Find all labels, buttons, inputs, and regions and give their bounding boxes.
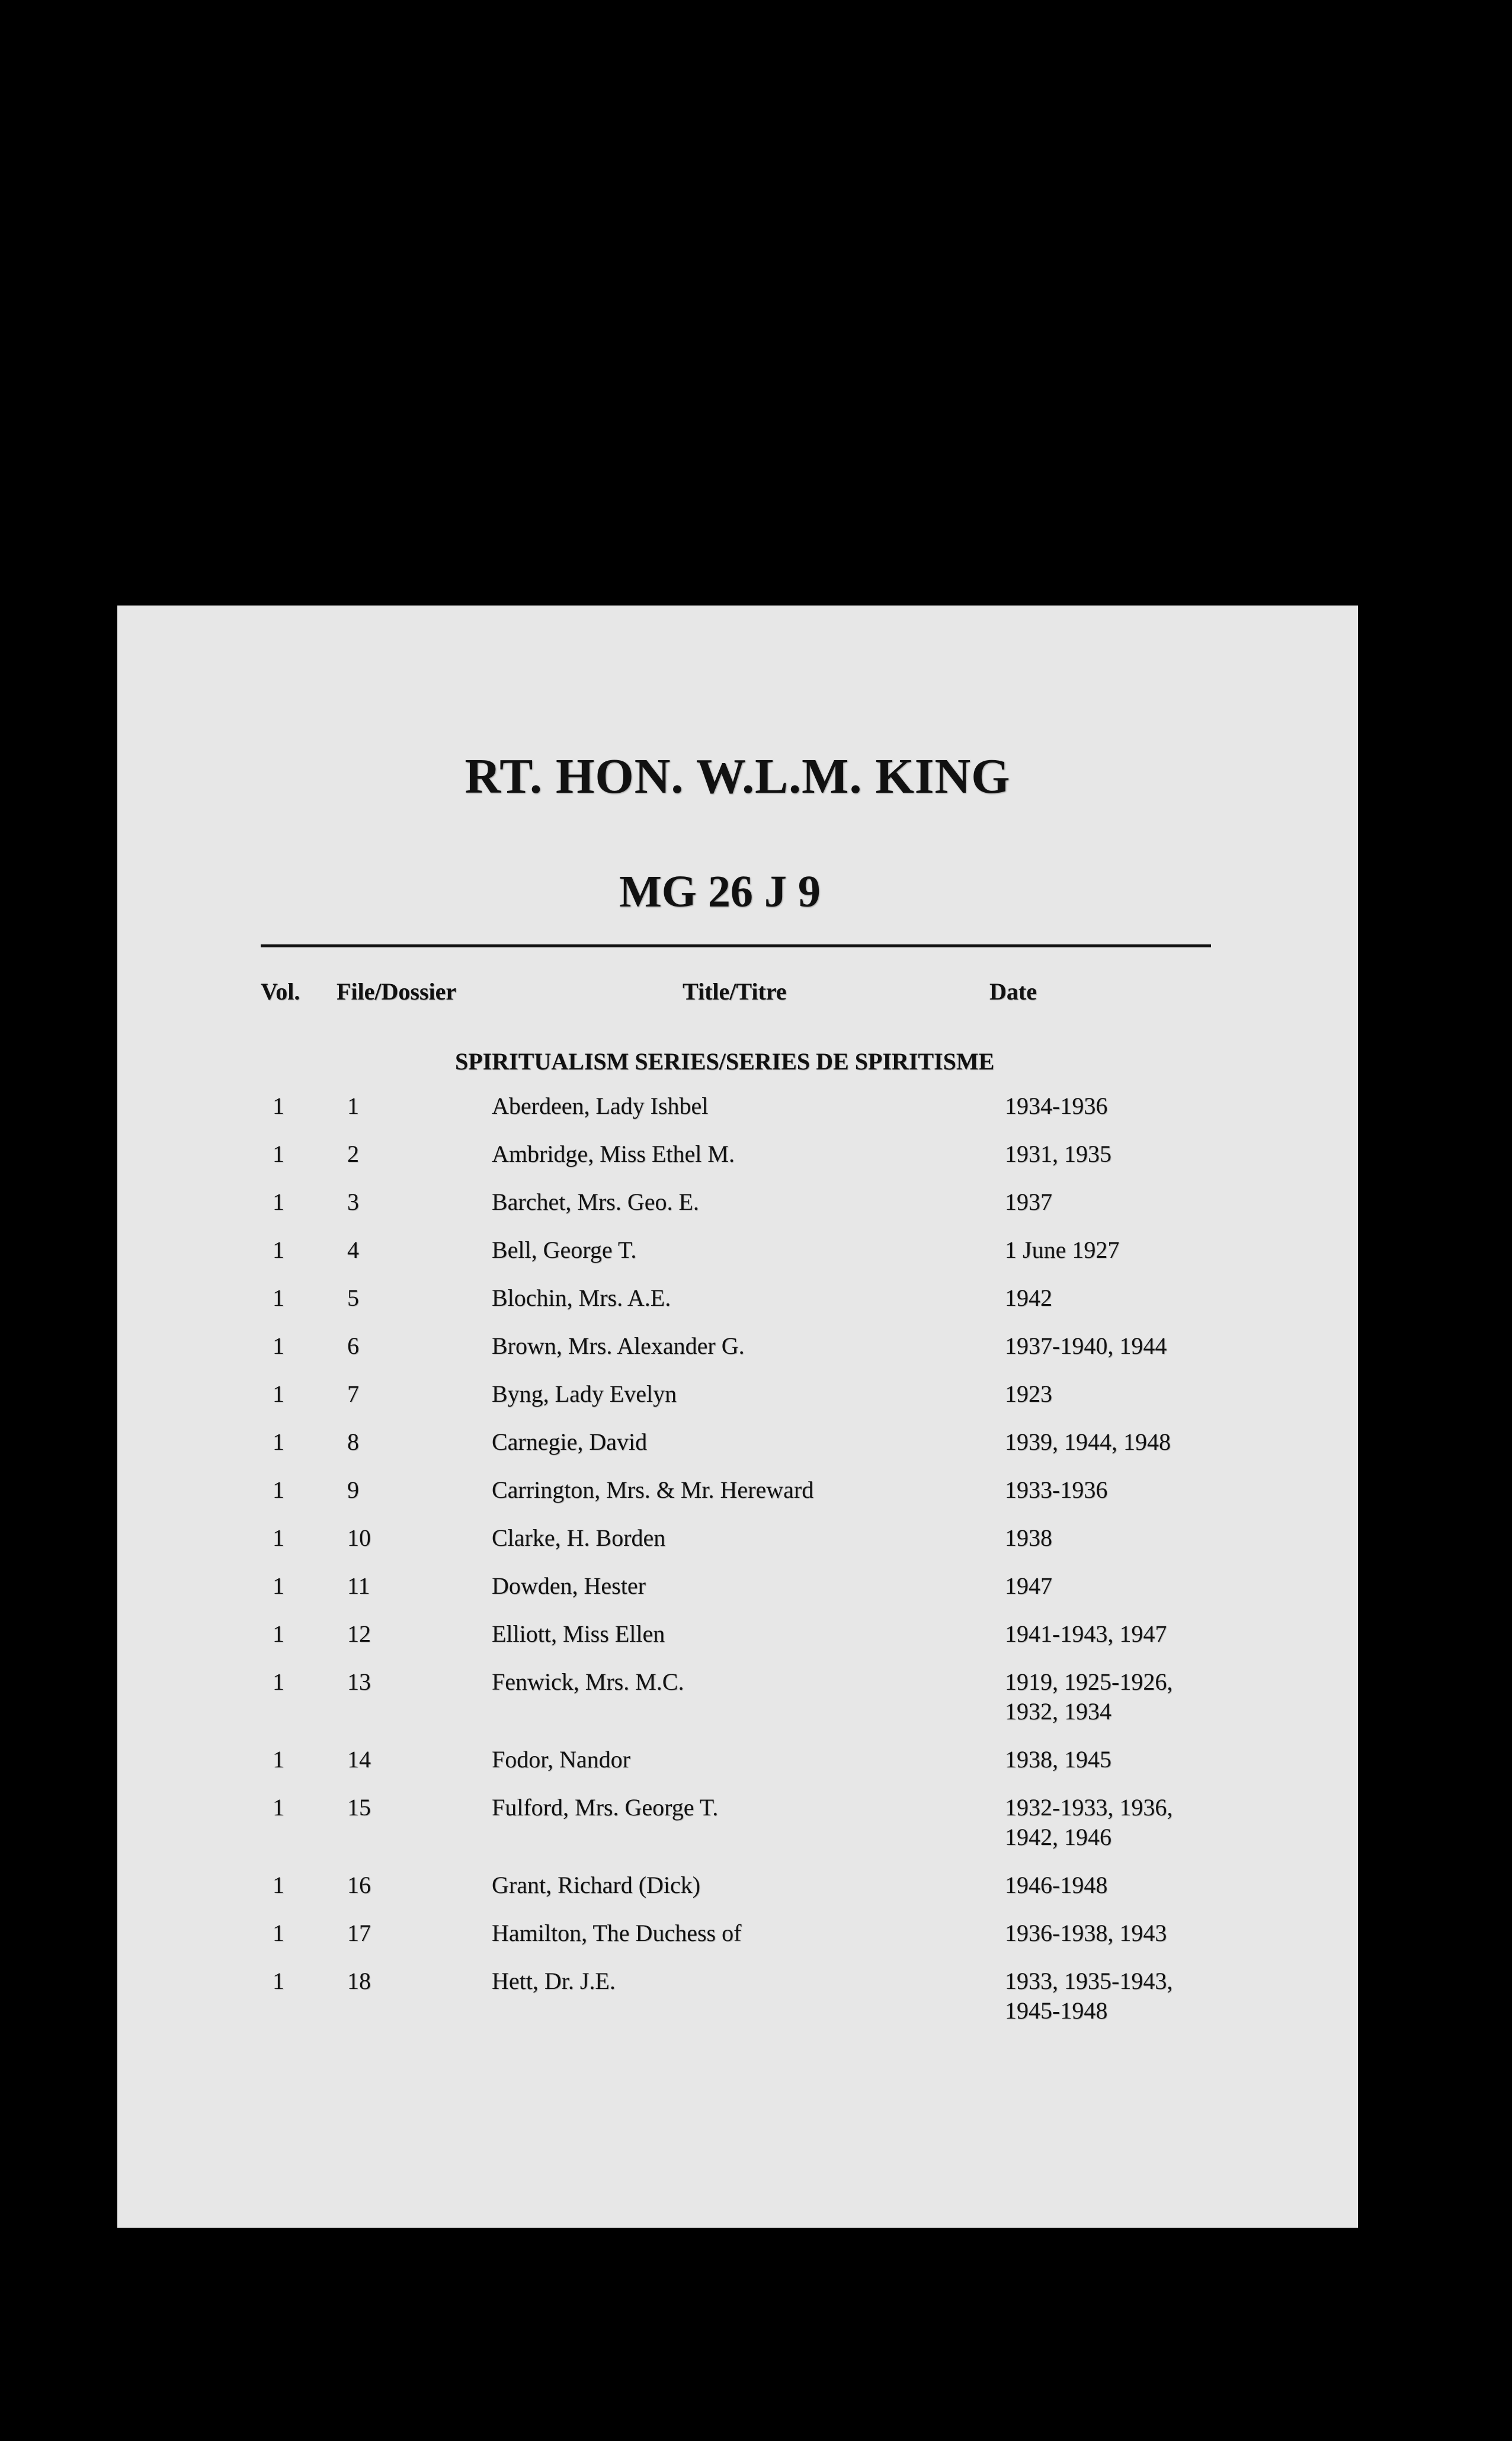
row-date-line: 1938, 1945	[1005, 1746, 1111, 1773]
row-date	[1005, 1745, 1206, 1774]
row-file-number: 10	[347, 1524, 371, 1551]
row-date	[1005, 1091, 1206, 1121]
row-date-line: 1 June 1927	[1005, 1236, 1120, 1263]
row-title: Fodor, Nandor	[492, 1746, 630, 1773]
row-date-line: 1919, 1925-1926,	[1005, 1668, 1173, 1695]
row-title: Hett, Dr. J.E.	[492, 1968, 616, 1994]
series-heading: SPIRITUALISM SERIES/SERIES DE SPIRITISME	[455, 1048, 995, 1075]
row-file-number: 5	[347, 1284, 359, 1311]
row-file-number: 16	[347, 1872, 371, 1898]
row-title: Carnegie, David	[492, 1428, 648, 1455]
row-title: Blochin, Mrs. A.E.	[492, 1284, 671, 1311]
row-title: Bell, George T.	[492, 1236, 637, 1263]
row-date-line: 1942	[1005, 1284, 1052, 1311]
row-file-number: 18	[347, 1968, 371, 1994]
row-date-line: 1932-1933, 1936,	[1005, 1794, 1173, 1821]
row-date	[1005, 1918, 1206, 1948]
row-date-line: 1947	[1005, 1572, 1052, 1599]
row-date-line: 1933-1936	[1005, 1476, 1108, 1503]
row-file-number: 15	[347, 1794, 371, 1821]
row-title: Brown, Mrs. Alexander G.	[492, 1332, 745, 1359]
row-date-line: 1923	[1005, 1380, 1052, 1407]
row-volume: 1	[273, 1920, 284, 1946]
row-volume: 1	[273, 1668, 284, 1695]
row-file-number: 14	[347, 1746, 371, 1773]
row-date-line-2: 1932, 1934	[1005, 1698, 1111, 1725]
row-file-number: 9	[347, 1476, 359, 1503]
column-header-vol: Vol.	[261, 978, 300, 1005]
row-file-number: 17	[347, 1920, 371, 1946]
row-date-line: 1933, 1935-1943,	[1005, 1968, 1173, 1994]
row-file-number: 7	[347, 1380, 359, 1407]
row-volume: 1	[273, 1524, 284, 1551]
row-volume: 1	[273, 1620, 284, 1647]
row-file-number: 6	[347, 1332, 359, 1359]
row-volume: 1	[273, 1284, 284, 1311]
row-file-number: 12	[347, 1620, 371, 1647]
row-date	[1005, 1331, 1206, 1361]
row-title: Aberdeen, Lady Ishbel	[492, 1093, 709, 1119]
row-volume: 1	[273, 1332, 284, 1359]
row-volume: 1	[273, 1746, 284, 1773]
row-date-line-2: 1942, 1946	[1005, 1824, 1111, 1850]
row-date-line: 1946-1948	[1005, 1872, 1108, 1898]
row-title: Ambridge, Miss Ethel M.	[492, 1141, 735, 1167]
row-date-line: 1937	[1005, 1189, 1052, 1215]
row-volume: 1	[273, 1380, 284, 1407]
row-volume: 1	[273, 1794, 284, 1821]
row-date	[1005, 1235, 1206, 1265]
row-date	[1005, 1379, 1206, 1409]
row-date	[1005, 1571, 1206, 1601]
row-file-number: 13	[347, 1668, 371, 1695]
row-date	[1005, 1187, 1206, 1217]
row-date-line: 1941-1943, 1947	[1005, 1620, 1167, 1647]
row-date	[1005, 1870, 1206, 1900]
row-title: Barchet, Mrs. Geo. E.	[492, 1189, 699, 1215]
row-title: Elliott, Miss Ellen	[492, 1620, 665, 1647]
row-title: Fenwick, Mrs. M.C.	[492, 1668, 684, 1695]
row-date-line: 1936-1938, 1943	[1005, 1920, 1167, 1946]
row-file-number: 1	[347, 1093, 359, 1119]
row-date	[1005, 1619, 1206, 1649]
row-title: Dowden, Hester	[492, 1572, 646, 1599]
row-volume: 1	[273, 1428, 284, 1455]
row-title: Fulford, Mrs. George T.	[492, 1794, 719, 1821]
row-date-line: 1934-1936	[1005, 1093, 1108, 1119]
row-file-number: 8	[347, 1428, 359, 1455]
document-title: RT. HON. W.L.M. KING	[465, 749, 1011, 804]
row-date	[1005, 1966, 1206, 2026]
row-date	[1005, 1427, 1206, 1457]
document-page	[117, 606, 1358, 2228]
row-volume: 1	[273, 1093, 284, 1119]
row-file-number: 2	[347, 1141, 359, 1167]
column-header-file: File/Dossier	[337, 978, 457, 1005]
row-title: Carrington, Mrs. & Mr. Hereward	[492, 1476, 814, 1503]
row-date	[1005, 1523, 1206, 1553]
row-date-line-2: 1945-1948	[1005, 1997, 1108, 2024]
row-date-line: 1937-1940, 1944	[1005, 1332, 1167, 1359]
row-date	[1005, 1475, 1206, 1505]
row-date	[1005, 1139, 1206, 1169]
row-volume: 1	[273, 1968, 284, 1994]
row-date-line: 1931, 1935	[1005, 1141, 1111, 1167]
column-header-date: Date	[989, 978, 1037, 1005]
header-rule	[261, 944, 1211, 947]
row-date-line: 1938	[1005, 1524, 1052, 1551]
row-title: Clarke, H. Borden	[492, 1524, 666, 1551]
row-date	[1005, 1283, 1206, 1313]
row-volume: 1	[273, 1189, 284, 1215]
row-volume: 1	[273, 1572, 284, 1599]
row-title: Grant, Richard (Dick)	[492, 1872, 701, 1898]
row-date	[1005, 1793, 1206, 1852]
row-file-number: 4	[347, 1236, 359, 1263]
column-header-title: Title/Titre	[683, 978, 787, 1005]
row-file-number: 11	[347, 1572, 370, 1599]
row-volume: 1	[273, 1872, 284, 1898]
row-volume: 1	[273, 1141, 284, 1167]
row-title: Byng, Lady Evelyn	[492, 1380, 677, 1407]
row-volume: 1	[273, 1236, 284, 1263]
document-subtitle: MG 26 J 9	[619, 867, 821, 917]
row-volume: 1	[273, 1476, 284, 1503]
row-title: Hamilton, The Duchess of	[492, 1920, 742, 1946]
row-date	[1005, 1667, 1206, 1726]
row-date-line: 1939, 1944, 1948	[1005, 1428, 1171, 1455]
row-file-number: 3	[347, 1189, 359, 1215]
